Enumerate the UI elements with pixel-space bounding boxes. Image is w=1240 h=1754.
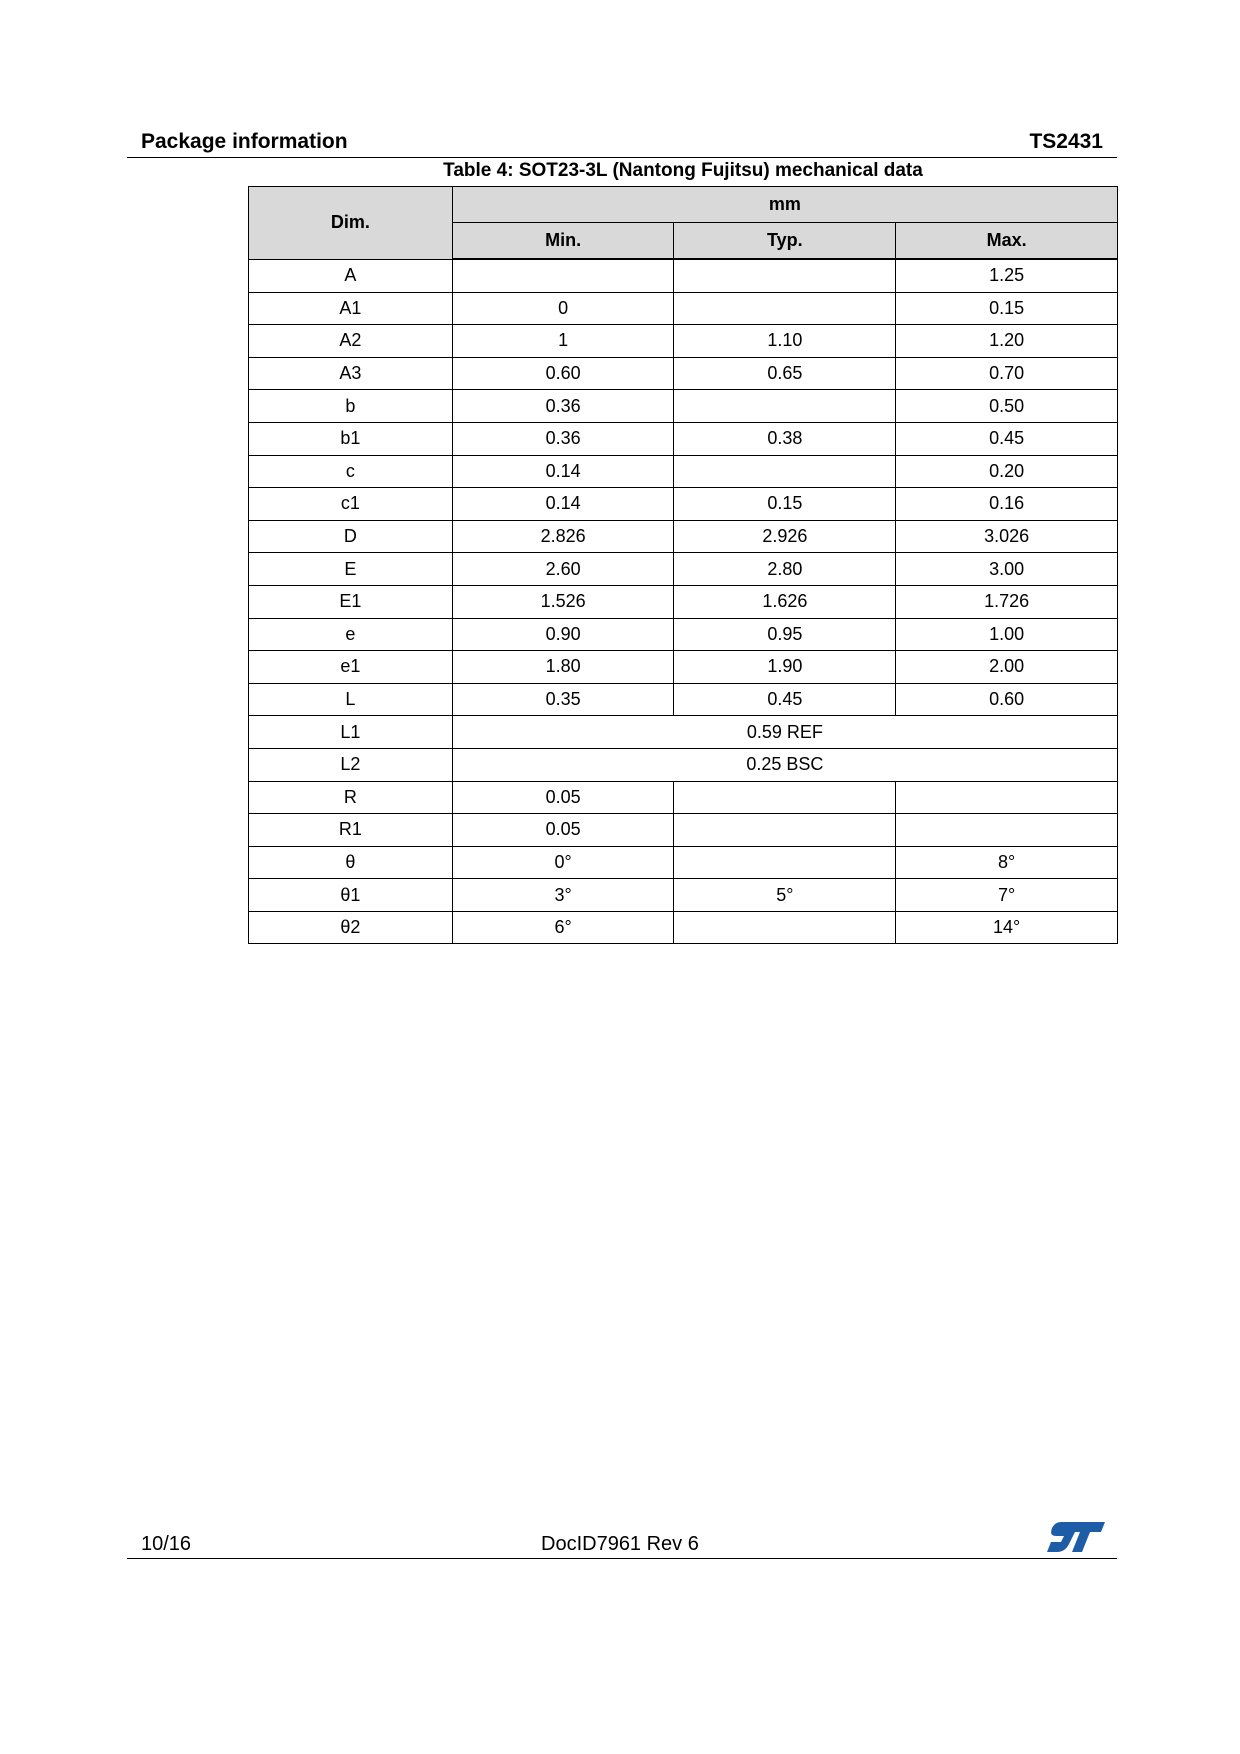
dim-cell: e — [249, 618, 453, 651]
min-cell: 6° — [452, 911, 674, 944]
dim-cell: E — [249, 553, 453, 586]
min-cell: 2.60 — [452, 553, 674, 586]
max-cell: 0.70 — [896, 357, 1118, 390]
typ-cell — [674, 846, 896, 879]
table-title: Table 4: SOT23-3L (Nantong Fujitsu) mechanical data — [443, 160, 923, 181]
min-cell: 2.826 — [452, 520, 674, 553]
table-row — [249, 292, 1118, 325]
min-cell: 1 — [452, 325, 674, 358]
dim-cell: A2 — [249, 325, 453, 358]
typ-cell: 1.10 — [674, 325, 896, 358]
min-cell: 1.526 — [452, 585, 674, 618]
dim-cell: c1 — [249, 488, 453, 521]
table-row — [249, 651, 1118, 684]
table-row — [249, 683, 1118, 716]
min-cell: 0.14 — [452, 488, 674, 521]
typ-cell: 2.926 — [674, 520, 896, 553]
table-row — [249, 520, 1118, 553]
table-row — [249, 325, 1118, 358]
typ-cell: 1.626 — [674, 585, 896, 618]
max-cell: 0.60 — [896, 683, 1118, 716]
table-row — [249, 488, 1118, 521]
table-body — [249, 259, 1118, 944]
table-row — [249, 390, 1118, 423]
min-header: Min. — [452, 223, 674, 260]
max-cell: 1.00 — [896, 618, 1118, 651]
max-cell: 3.00 — [896, 553, 1118, 586]
max-cell: 1.25 — [896, 259, 1118, 292]
typ-cell — [674, 911, 896, 944]
max-cell: 8° — [896, 846, 1118, 879]
max-cell: 2.00 — [896, 651, 1118, 684]
document-id: DocID7961 Rev 6 — [541, 1533, 699, 1555]
min-cell — [452, 259, 674, 292]
max-cell: 1.20 — [896, 325, 1118, 358]
min-cell: 0.36 — [452, 422, 674, 455]
typ-cell — [674, 390, 896, 423]
min-cell: 1.80 — [452, 651, 674, 684]
dim-cell: L — [249, 683, 453, 716]
table-row — [249, 455, 1118, 488]
table-row — [249, 553, 1118, 586]
spanned-value-cell: 0.25 BSC — [452, 748, 1117, 781]
typ-cell — [674, 259, 896, 292]
typ-cell — [674, 292, 896, 325]
dim-cell: b — [249, 390, 453, 423]
typ-cell — [674, 455, 896, 488]
max-header: Max. — [896, 223, 1118, 260]
header-divider — [127, 157, 1117, 158]
min-cell: 0.90 — [452, 618, 674, 651]
min-cell: 0.35 — [452, 683, 674, 716]
typ-cell: 0.15 — [674, 488, 896, 521]
typ-header: Typ. — [674, 223, 896, 260]
unit-header: mm — [452, 187, 1117, 223]
typ-cell — [674, 814, 896, 847]
dim-cell: L1 — [249, 716, 453, 749]
dim-cell: L2 — [249, 748, 453, 781]
st-logo-icon — [1047, 1520, 1105, 1554]
section-title: Package information — [141, 130, 348, 153]
dim-header: Dim. — [249, 187, 453, 260]
dim-cell: D — [249, 520, 453, 553]
table-row — [249, 911, 1118, 944]
max-cell — [896, 781, 1118, 814]
typ-cell: 2.80 — [674, 553, 896, 586]
min-cell: 0.05 — [452, 781, 674, 814]
dim-cell: b1 — [249, 422, 453, 455]
max-cell: 0.16 — [896, 488, 1118, 521]
max-cell: 3.026 — [896, 520, 1118, 553]
table-row — [249, 879, 1118, 912]
min-cell: 0.05 — [452, 814, 674, 847]
footer-divider — [127, 1558, 1117, 1559]
min-cell: 0.36 — [452, 390, 674, 423]
page-number: 10/16 — [141, 1533, 192, 1555]
typ-cell: 1.90 — [674, 651, 896, 684]
dim-cell: θ2 — [249, 911, 453, 944]
table-row — [249, 618, 1118, 651]
dim-cell: c — [249, 455, 453, 488]
dim-cell: e1 — [249, 651, 453, 684]
dim-cell: R — [249, 781, 453, 814]
typ-cell: 0.65 — [674, 357, 896, 390]
min-cell: 0° — [452, 846, 674, 879]
max-cell: 7° — [896, 879, 1118, 912]
min-cell: 0.60 — [452, 357, 674, 390]
table-row — [249, 422, 1118, 455]
table-row — [249, 716, 1118, 749]
page-header — [127, 130, 1117, 158]
dim-cell: A1 — [249, 292, 453, 325]
dim-cell: R1 — [249, 814, 453, 847]
max-cell: 0.50 — [896, 390, 1118, 423]
max-cell: 0.20 — [896, 455, 1118, 488]
min-cell: 0 — [452, 292, 674, 325]
dim-cell: E1 — [249, 585, 453, 618]
table-row — [249, 846, 1118, 879]
typ-cell: 0.95 — [674, 618, 896, 651]
dim-cell: A3 — [249, 357, 453, 390]
max-cell: 0.15 — [896, 292, 1118, 325]
mechanical-data-table — [248, 186, 1118, 944]
document-name: TS2431 — [1029, 130, 1103, 153]
table-row — [249, 748, 1118, 781]
dim-cell: θ1 — [249, 879, 453, 912]
dim-cell: θ — [249, 846, 453, 879]
typ-cell: 0.45 — [674, 683, 896, 716]
typ-cell: 0.38 — [674, 422, 896, 455]
typ-cell — [674, 781, 896, 814]
min-cell: 0.14 — [452, 455, 674, 488]
min-cell: 3° — [452, 879, 674, 912]
table-row — [249, 781, 1118, 814]
max-cell: 14° — [896, 911, 1118, 944]
table-row — [249, 357, 1118, 390]
max-cell: 0.45 — [896, 422, 1118, 455]
max-cell: 1.726 — [896, 585, 1118, 618]
table-row — [249, 585, 1118, 618]
table-row — [249, 814, 1118, 847]
max-cell — [896, 814, 1118, 847]
typ-cell: 5° — [674, 879, 896, 912]
dim-cell: A — [249, 259, 453, 292]
table-row — [249, 259, 1118, 292]
spanned-value-cell: 0.59 REF — [452, 716, 1117, 749]
